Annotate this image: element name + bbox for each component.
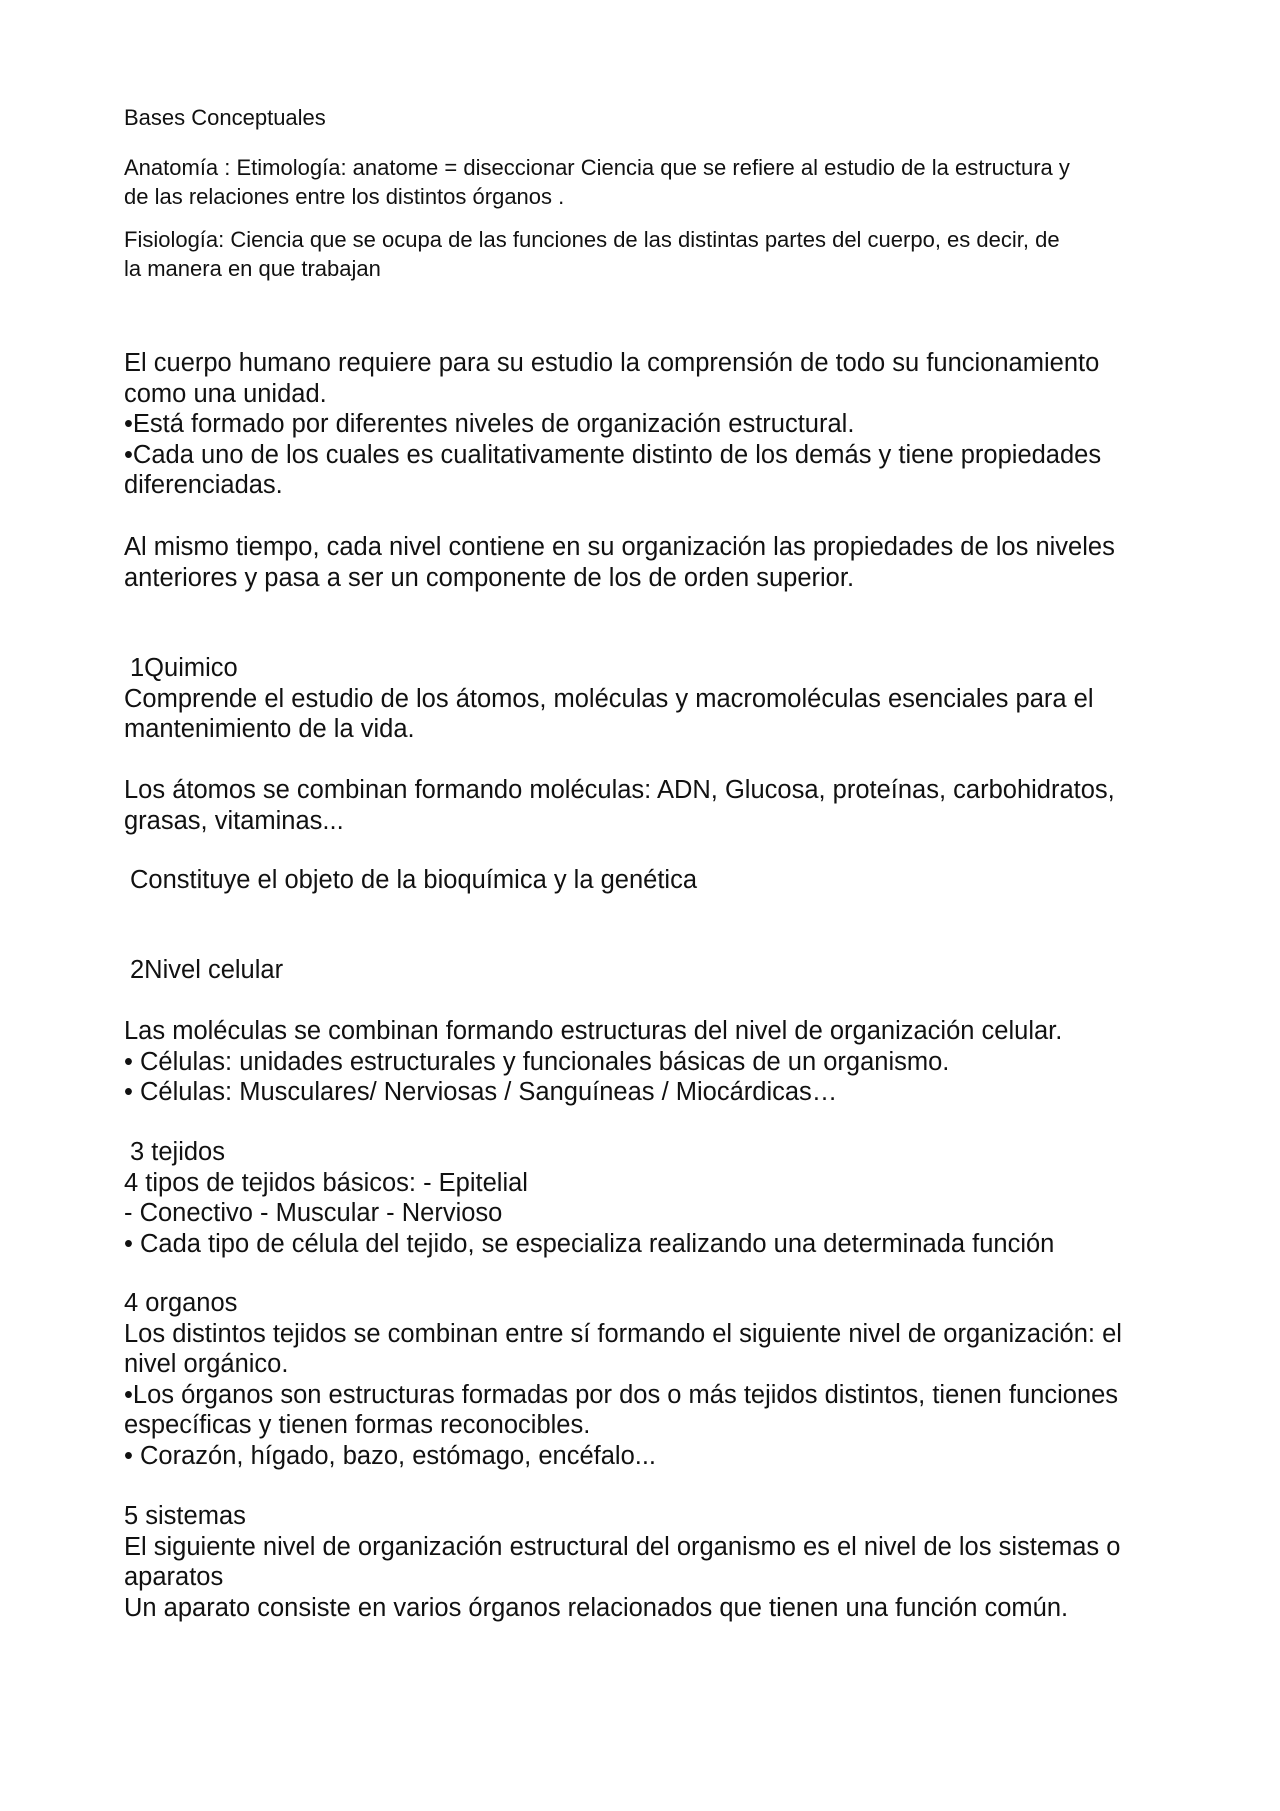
celular-section [124, 1016, 1164, 1108]
paragraph-line: Constituye el objeto de la bioquímica y la genética [130, 866, 698, 894]
paragraph-line: Anatomía : Etimología: anatome = diseccionar Ciencia que se refiere al estudio de la estructura y [124, 155, 1070, 180]
paragraph-line: diferenciadas. [124, 471, 283, 499]
paragraph-line: Al mismo tiempo, cada nivel contiene en su organización las propiedades de los niveles [124, 533, 1115, 561]
paragraph-line: anteriores y pasa a ser un componente de los de orden superior. [124, 563, 855, 592]
mismo-tiempo-paragraph [124, 532, 1164, 593]
section-heading: 2Nivel celular [130, 956, 284, 984]
fisiologia-paragraph [124, 225, 1164, 283]
paragraph-line: 4 tipos de tejidos básicos: - Epitelial [124, 1168, 528, 1197]
tejidos-section [124, 1137, 1164, 1259]
title-text: Bases Conceptuales [124, 105, 326, 130]
celular-heading [124, 955, 1164, 986]
paragraph-line: • Cada tipo de célula del tejido, se especializa realizando una determinada función [124, 1229, 1055, 1258]
paragraph-line: como una unidad. [124, 379, 327, 408]
section-heading: 1Quimico [130, 654, 238, 682]
paragraph-line: •Cada uno de los cuales es cualitativamente distinto de los demás y tiene propiedades [124, 440, 1102, 469]
paragraph-line: grasas, vitaminas... [124, 806, 344, 835]
section-heading: 5 sistemas [124, 1502, 246, 1530]
paragraph-line: específicas y tienen formas reconocibles. [124, 1411, 591, 1439]
paragraph-line: - Conectivo - Muscular - Nervioso [124, 1199, 503, 1227]
paragraph-line: mantenimiento de la vida. [124, 715, 415, 743]
paragraph-line: de las relaciones entre los distintos órganos . [124, 184, 565, 209]
paragraph-line: Los átomos se combinan formando moléculas: ADN, Glucosa, proteínas, carbohidratos, [124, 776, 1115, 804]
paragraph-line: •Los órganos son estructuras formadas por dos o más tejidos distintos, tienen funciones [124, 1380, 1119, 1409]
paragraph-line: Fisiología: Ciencia que se ocupa de las funciones de las distintas partes del cuerpo, es decir, de [124, 227, 1060, 252]
sistemas-section [124, 1501, 1164, 1623]
paragraph-line: la manera en que trabajan [124, 256, 381, 281]
paragraph-line: El siguiente nivel de organización estructural del organismo es el nivel de los sistemas o [124, 1532, 1121, 1561]
paragraph-line: •Está formado por diferentes niveles de organización estructural. [124, 410, 855, 438]
anatomia-paragraph [124, 153, 1164, 211]
quimico-section [124, 653, 1164, 745]
paragraph-line: Un aparato consiste en varios órganos relacionados que tienen una función común. [124, 1593, 1069, 1622]
paragraph-line: Las moléculas se combinan formando estructuras del nivel de organización celular. [124, 1017, 1063, 1045]
paragraph-line: El cuerpo humano requiere para su estudio la comprensión de todo su funcionamiento [124, 349, 1100, 377]
constituye-paragraph [124, 865, 1164, 896]
atomos-paragraph [124, 775, 1164, 836]
organos-section [124, 1288, 1164, 1471]
paragraph-line: • Corazón, hígado, bazo, estómago, encéfalo... [124, 1441, 657, 1470]
paragraph-line: • Células: Musculares/ Nerviosas / Sanguíneas / Miocárdicas… [124, 1078, 838, 1106]
paragraph-line: • Células: unidades estructurales y funcionales básicas de un organismo. [124, 1047, 950, 1076]
cuerpo-humano-paragraph [124, 348, 1164, 501]
section-heading: 4 organos [124, 1289, 238, 1317]
paragraph-line: nivel orgánico. [124, 1350, 289, 1378]
document-title [124, 103, 1164, 132]
section-heading: 3 tejidos [130, 1138, 225, 1166]
paragraph-line: Los distintos tejidos se combinan entre sí formando el siguiente nivel de organización: el [124, 1319, 1122, 1348]
paragraph-line: aparatos [124, 1563, 224, 1591]
paragraph-line: Comprende el estudio de los átomos, moléculas y macromoléculas esenciales para el [124, 684, 1094, 713]
